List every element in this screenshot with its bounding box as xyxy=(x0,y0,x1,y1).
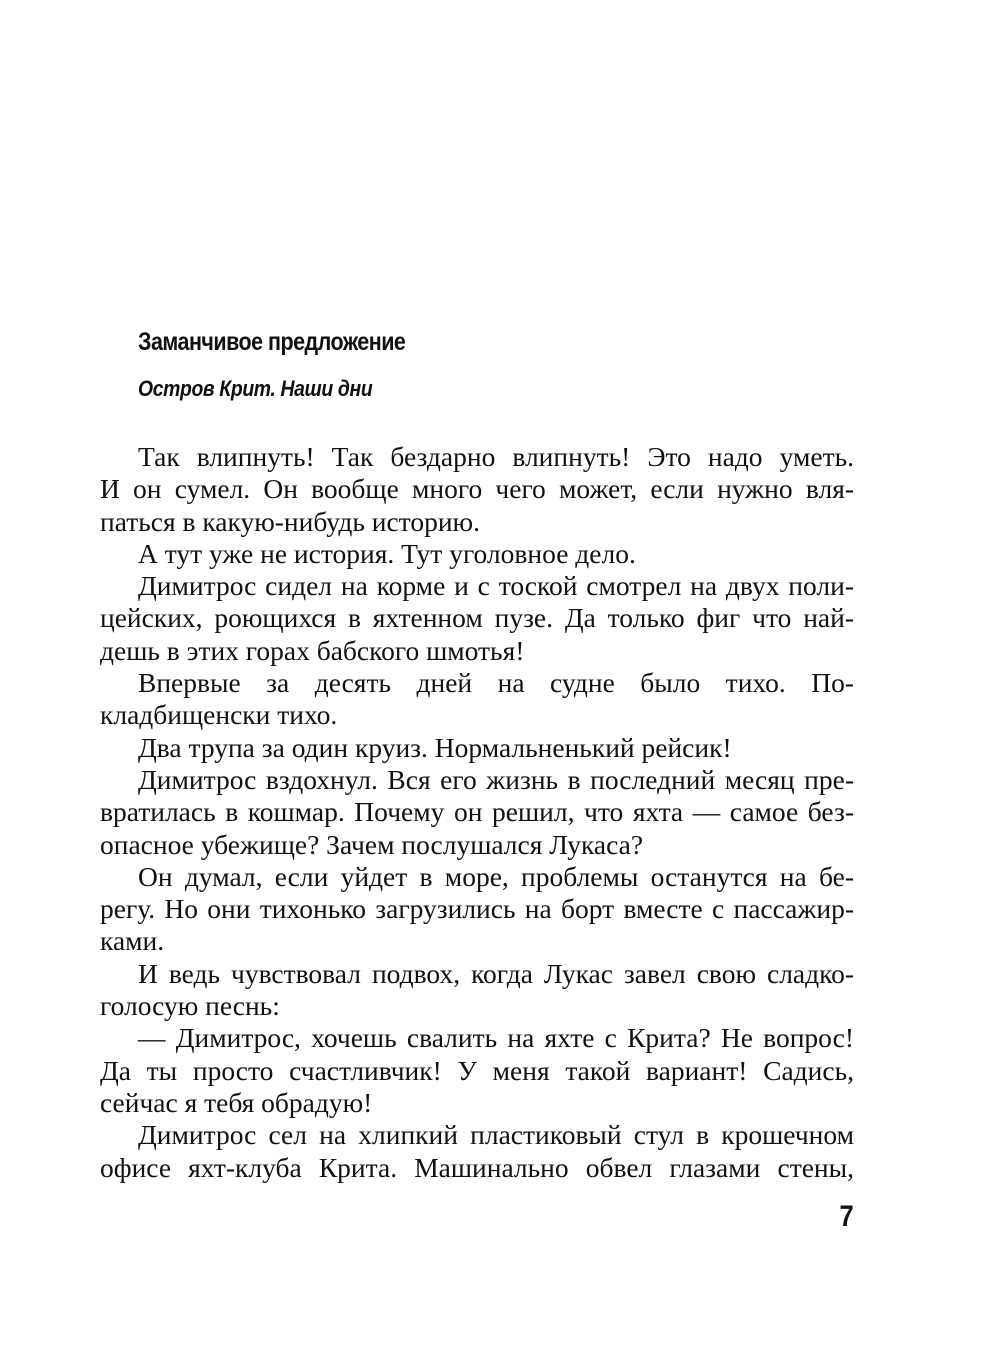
text-line: И ведь чувствовал подвох, когда Лукас завел свою сладко- xyxy=(138,957,854,989)
text-line: вратилась в кошмар. Почему он решил, что яхта — самое без- xyxy=(100,796,854,828)
text-line: паться в какую-нибудь историю. xyxy=(100,505,480,537)
text-line: — Димитрос, хочешь свалить на яхте с Крита? Не вопрос! xyxy=(138,1022,854,1054)
text-line: Димитрос вздохнул. Вся его жизнь в последний месяц пре- xyxy=(138,763,854,795)
chapter-title: Заманчивое предложение xyxy=(138,328,406,356)
text-line: Так влипнуть! Так бездарно влипнуть! Это надо уметь. xyxy=(138,441,854,472)
text-line: кладбищенски тихо. xyxy=(100,699,338,731)
book-page xyxy=(100,0,854,1346)
text-line: ками. xyxy=(100,925,165,957)
text-line: А тут уже не история. Тут уголовное дело. xyxy=(138,537,636,569)
chapter-subtitle: Остров Крит. Наши дни xyxy=(138,376,373,401)
text-line: Димитрос сидел на корме и с тоской смотрел на двух поли- xyxy=(138,570,854,602)
body-text xyxy=(100,441,854,1184)
text-line: дешь в этих горах бабского шмотья! xyxy=(100,634,525,666)
text-line: Впервые за десять дней на судне было тихо. По- xyxy=(138,667,854,699)
text-line: Да ты просто счастливчик! У меня такой вариант! Садись, xyxy=(100,1054,854,1086)
text-line: цейских, роющихся в яхтенном пузе. Да только фиг что най- xyxy=(100,602,854,634)
text-line: Он думал, если уйдет в море, проблемы останутся на бе- xyxy=(138,860,854,892)
text-line: И он сумел. Он вообще много чего может, если нужно вля- xyxy=(100,473,854,505)
text-line: регу. Но они тихонько загрузились на борт вместе с пассажир- xyxy=(100,893,854,925)
text-line: офисе яхт-клуба Крита. Машинально обвел глазами стены, xyxy=(100,1151,854,1183)
text-line: голосую песнь: xyxy=(100,990,280,1022)
text-line: сейчас я тебя обрадую! xyxy=(100,1086,373,1118)
text-line: Два трупа за один круиз. Нормальненький рейсик! xyxy=(138,731,732,763)
text-line: опасное убежище? Зачем послушался Лукаса? xyxy=(100,828,644,860)
page-number: 7 xyxy=(839,1200,854,1233)
text-line: Димитрос сел на хлипкий пластиковый стул в крошечном xyxy=(138,1119,854,1151)
